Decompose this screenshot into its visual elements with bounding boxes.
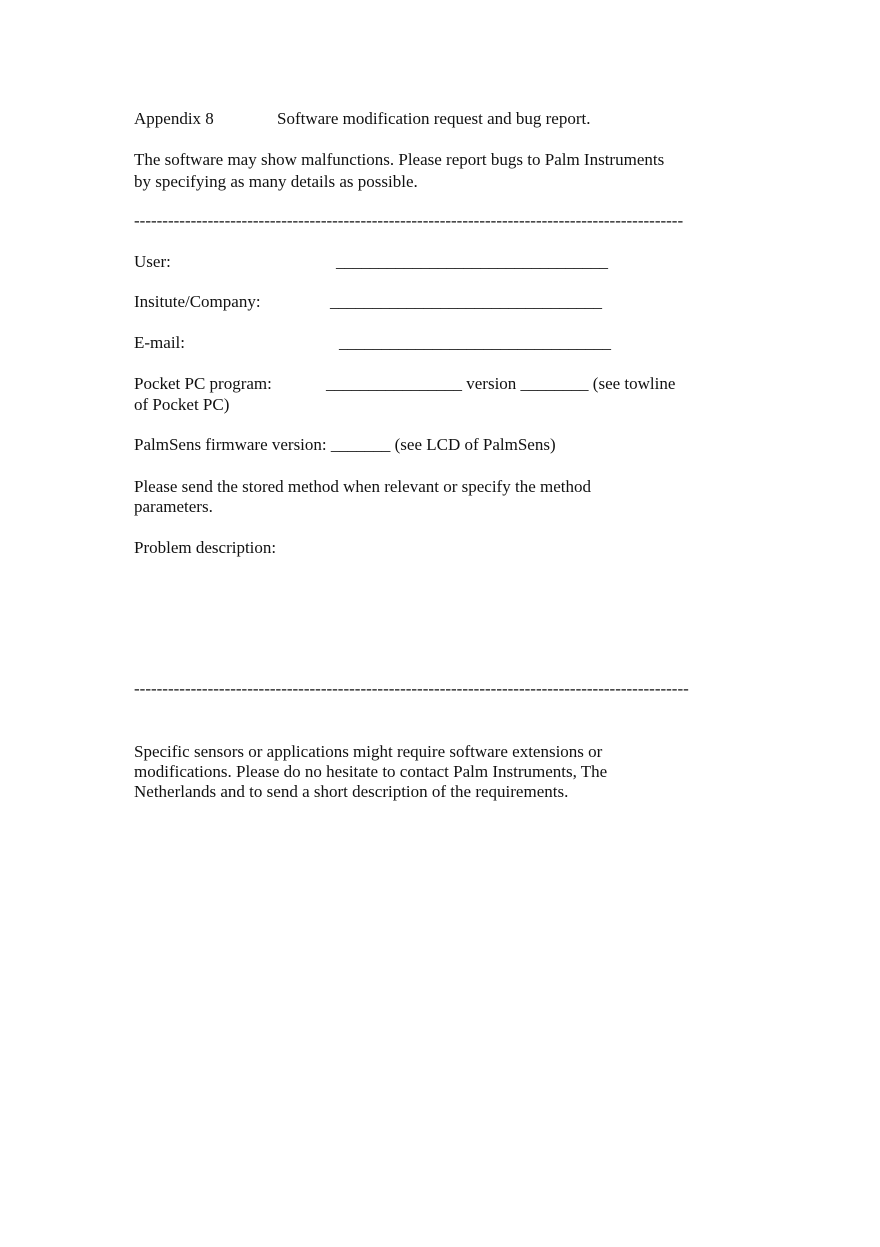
email-label: E-mail: — [134, 333, 185, 352]
user-blank: ________________________________ — [336, 252, 608, 271]
pocketpc-label: Pocket PC program: — [134, 374, 272, 393]
footer-line-3: Netherlands and to send a short description of the requirements. — [134, 782, 569, 801]
footer-line-2: modifications. Please do no hesitate to contact Palm Instruments, The — [134, 762, 608, 781]
appendix-number: Appendix 8 — [134, 109, 214, 128]
pocketpc-blank-version: ________________ version ________ (see towline — [326, 374, 676, 393]
separator-top: ------------------------------------------------------------------------------------------------- — [134, 211, 684, 230]
footer-line-1: Specific sensors or applications might require software extensions or — [134, 742, 603, 761]
problem-description-label: Problem description: — [134, 538, 277, 557]
email-blank: ________________________________ — [339, 333, 611, 352]
user-label: User: — [134, 252, 171, 271]
intro-line-1: The software may show malfunctions. Please report bugs to Palm Instruments — [134, 150, 665, 169]
institute-label: Insitute/Company: — [134, 292, 261, 311]
method-line-1: Please send the stored method when relevant or specify the method — [134, 477, 591, 496]
institute-blank: ________________________________ — [330, 292, 602, 311]
page-title: Software modification request and bug report. — [277, 109, 591, 128]
pocketpc-line-2: of Pocket PC) — [134, 395, 230, 414]
method-line-2: parameters. — [134, 497, 213, 516]
firmware-line: PalmSens firmware version: _______ (see LCD of PalmSens) — [134, 435, 556, 454]
intro-line-2: by specifying as many details as possible. — [134, 172, 418, 191]
separator-bottom: -------------------------------------------------------------------------------------------------- — [134, 679, 689, 698]
